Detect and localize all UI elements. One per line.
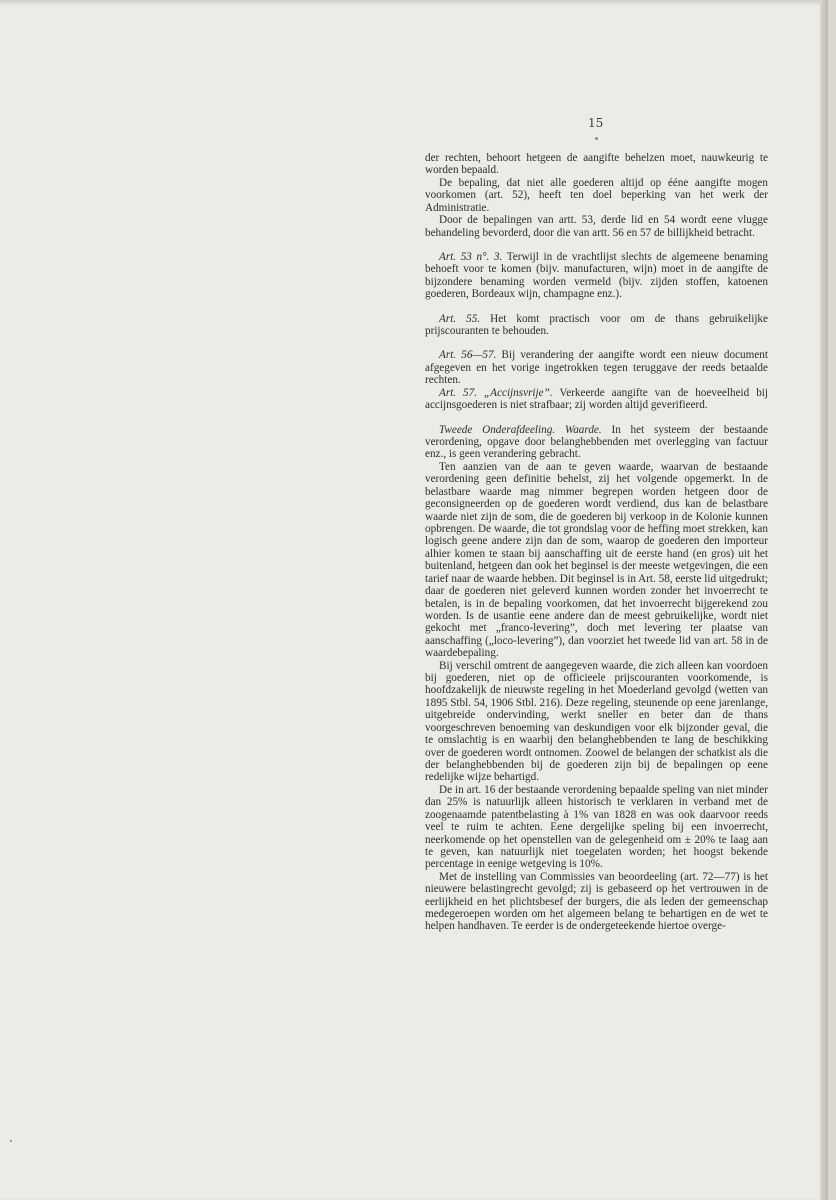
paragraph: De in art. 16 der bestaande verordening bepaalde speling van niet minder dan 25% is natuurlijk alleen historisch te verklaren in verband met de zoogenaamde patentbelasting à 1% van 1828 en was ook daarvoor reeds veel te ruim te achten. Eene dergelijke speling bij een invoerrecht, neerkomende op het openstellen van de gelegenheid om ± 20% te laag aan te geven, kan natuurlijk niet toegelaten worden; het hoogst bekende percentage in eenige wetgeving is 10%.: [425, 783, 768, 871]
paragraph: Ten aanzien van de aan te geven waarde, waarvan de bestaande verordening geen definitie behelst, zij het volgende opgemerkt. In de belastbare waarde mag nimmer begrepen worden hetgeen door de geconsigneerden op de goederen wordt verdiend, dus kan de belastbare waarde niet zijn de som, die de goederen bij verkoop in de Kolonie kunnen opbrengen. De waarde, die tot grondslag voor de heffing moet strekken, kan logisch geene andere zijn dan de som, waarop de goederen den importeur alhier komen te staan bij aanschaffing uit de eerste hand (en gros) uit het buitenland, hetgeen dan ook het beginsel is der meeste wetgevingen, die een tarief naar de waarde hebben. Dit beginsel is in Art. 58, eerste lid uitgedrukt; daar de goederen niet geleverd kunnen worden zonder het invoerrecht te betalen, is in de bepaling voorkomen, dat het invoerrecht bijgerekend zou worden. Is de usantie eene andere dan de meest gebruikelijke, wordt niet gekocht met „franco-levering”, doch met levering ter plaatse van aanschaffing („loco-levering”), dan voorziet het tweede lid van art. 58 in de waardebepaling.: [425, 460, 768, 660]
page-top-edge: [0, 0, 828, 6]
page-number: 15: [588, 116, 604, 130]
article-heading: Art. 56—57.: [439, 349, 497, 362]
paragraph: Bij verschil omtrent de aangegeven waarde, die zich alleen kan voordoen bij goederen, niet op de officieele prijscouranten voorkomende, is hoofdzakelijk de nieuwste regeling in het Moederland gevolgd (wetten van 1895 Stbl. 54, 1906 Stbl. 216). Deze regeling, steunende op eene jarenlange, uitgebreide ondervinding, werkt sneller en beter dan de thans voorgeschreven benoeming van deskundigen voor elk bijzonder geval, die te omslachtig is en waarbij den belanghebbenden te lang de beschikking over de goederen wordt ontnomen. Zoowel de belangen der schatkist als die der belanghebbenden bij de goederen zijn bij de bepalingen op eene redelijke wijze behartigd.: [425, 659, 768, 784]
article-heading: Art. 53 n°. 3.: [439, 250, 503, 263]
paragraph-section-heading: Tweede Onderafdeeling. Waarde. In het systeem der bestaande verordening, opgave door belanghebbenden met overlegging van factuur enz., is geen verandering gebracht.: [425, 423, 768, 461]
paragraph-art-56-57: Art. 56—57. Bij verandering der aangifte wordt een nieuw document afgegeven en het vorige ingetrokken tegen teruggave der reeds betaalde rechten.: [425, 349, 768, 387]
paragraph: der rechten, behoort hetgeen de aangifte behelzen moet, nauwkeurig te worden bepaald.: [425, 152, 768, 177]
paragraph-art-55: Art. 55. Het komt practisch voor om de thans gebruikelijke prijscouranten te behouden.: [425, 312, 768, 338]
paragraph: Door de bepalingen van artt. 53, derde lid en 54 wordt eene vlugge behandeling bevorderd, door die van artt. 56 en 57 de billijkheid betracht.: [425, 214, 768, 239]
page-right-edge: [820, 0, 828, 1200]
paragraph-art-53: Art. 53 n°. 3. Terwijl in de vrachtlijst slechts de algemeene benaming behoeft voor te komen (bijv. manufacturen, wijn) moet in de aangifte de bijzondere benaming worden vermeld (bijv. zijden stoffen, katoenen goederen, Bordeaux wijn, champagne enz.).: [425, 250, 768, 301]
ink-speck: [10, 1140, 12, 1142]
paragraph-art-57: Art. 57. „Accijnsvrije”. Verkeerde aangifte van de hoeveelheid bij accijnsgoederen is niet strafbaar; zij worden altijd geverifieerd.: [425, 386, 769, 412]
paragraph: De bepaling, dat niet alle goederen altijd op ééne aangifte mogen voorkomen (art. 52), heeft ten doel beperking van het werk der Administratie.: [425, 176, 768, 214]
article-heading: Art. 55.: [439, 312, 481, 325]
section-heading: Tweede Onderafdeeling. Waarde.: [439, 423, 602, 436]
body-text: [425, 152, 768, 933]
ink-speck: [595, 137, 598, 140]
article-heading: Art. 57. „Accijnsvrije”.: [439, 386, 553, 399]
paragraph: Met de instelling van Commissies van beoordeeling (art. 72—77) is het nieuwere belastingrecht gevolgd; zij is gebaseerd op het vertrouwen in de eerlijkheid en het plichtsbesef der burgers, die als leden der gemeenschap medegeroepen worden om het algemeen belang te behartigen en de wet te helpen handhaven. Te eerder is de ondergeteekende hiertoe overge-: [425, 870, 768, 933]
